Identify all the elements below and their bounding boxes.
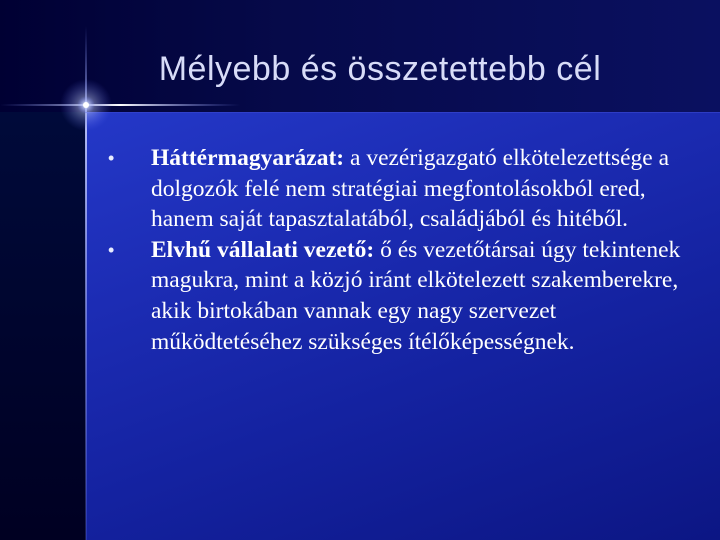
bullet-text: ő és vezetőtársai úgy tekintenek magukra, mint a közjó iránt elkötelezett szakemberekre, akik birtokában vannak egy nagy szervezet működtetéséhez szükséges ítélőképességnek. — [151, 236, 681, 355]
bullet-marker: • — [108, 148, 115, 168]
bullet-item — [108, 143, 698, 235]
bullet-list — [108, 143, 698, 357]
bullet-term: Háttérmagyarázat: — [151, 145, 345, 171]
bullet-item — [108, 235, 698, 357]
slide-title: Mélyebb és összetettebb cél — [158, 50, 602, 88]
bullet-marker: • — [108, 239, 115, 260]
bullet-term: Elvhű vállalati vezető: — [151, 236, 375, 263]
bullet-text: a vezérigazgató elkötelezettsége a dolgozók felé nem stratégiai megfontolásokból ered, hanem saját tapasztalatából, családjából és hitéből. — [151, 145, 670, 233]
